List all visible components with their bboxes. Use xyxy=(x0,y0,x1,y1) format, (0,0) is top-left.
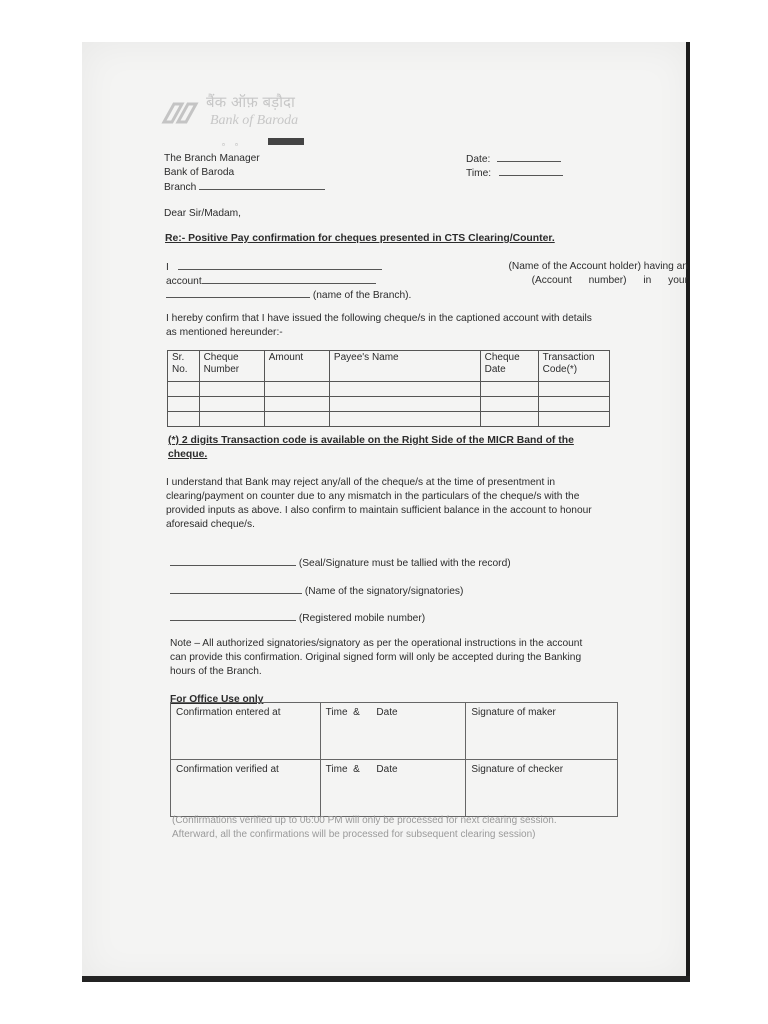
note-paragraph xyxy=(170,637,692,679)
table-cell[interactable] xyxy=(538,397,609,412)
time-field[interactable] xyxy=(499,166,563,176)
time-label: Time: xyxy=(466,168,492,179)
intro-i: I xyxy=(166,262,169,273)
table-cell[interactable] xyxy=(168,397,200,412)
confirmation-paragraph xyxy=(166,312,688,340)
form-page xyxy=(82,42,686,976)
salutation: Dear Sir/Madam, xyxy=(164,208,241,219)
signatory-name-line xyxy=(170,584,463,598)
understand-line2: clearing/payment on counter due to any mismatch in the particulars of the cheque/s with the xyxy=(166,491,580,502)
table-cell[interactable] xyxy=(480,412,538,427)
intro-account: account xyxy=(166,276,202,287)
bank-name-hindi: बैंक ऑफ़ बड़ौदा xyxy=(206,93,295,111)
intro-line2 xyxy=(166,274,688,288)
intro-line1 xyxy=(166,260,688,274)
micr-note-line2: cheque. xyxy=(168,449,208,460)
signatory-name-label: (Name of the signatory/signatories) xyxy=(304,586,464,597)
branch-field[interactable] xyxy=(199,180,325,190)
subject-line: Re:- Positive Pay confirmation for cheques presented in CTS Clearing/Counter. xyxy=(165,233,555,244)
seal-signature-field[interactable] xyxy=(170,556,296,566)
account-number-field[interactable] xyxy=(202,274,376,284)
date-field[interactable] xyxy=(497,152,561,162)
table-cell[interactable] xyxy=(329,397,480,412)
understanding-paragraph xyxy=(166,476,688,532)
table-cell[interactable] xyxy=(264,382,329,397)
note-line3: hours of the Branch. xyxy=(170,666,262,677)
table-cell[interactable] xyxy=(538,382,609,397)
seal-signature-label: (Seal/Signature must be tallied with the record) xyxy=(298,558,511,569)
confirmation-verified-label: Confirmation verified at xyxy=(171,760,321,817)
table-cell[interactable] xyxy=(264,397,329,412)
date-label: Date: xyxy=(466,154,491,165)
table-cell[interactable] xyxy=(199,397,264,412)
intro-branch-name-label: (name of the Branch). xyxy=(312,290,412,301)
intro-line3 xyxy=(166,288,688,302)
table-cell[interactable] xyxy=(329,412,480,427)
logo-tagline-box xyxy=(268,138,304,145)
date-time-block xyxy=(466,152,563,180)
table-cell[interactable] xyxy=(199,382,264,397)
understand-line3: provided inputs as above. I also confirm to maintain sufficient balance in the account to honour xyxy=(166,505,592,516)
processing-footnote xyxy=(172,814,696,842)
understand-line4: aforesaid cheque/s. xyxy=(166,519,255,530)
micr-note xyxy=(168,434,690,462)
intro-name-label: (Name of the Account holder) having an xyxy=(508,261,688,272)
office-use-table xyxy=(170,702,618,817)
header-sr-no: Sr. No. xyxy=(168,351,200,382)
signature-of-maker-cell[interactable]: Signature of maker xyxy=(466,703,618,760)
addressee-line2: Bank of Baroda xyxy=(164,167,235,178)
table-row xyxy=(171,703,618,760)
understand-line1: I understand that Bank may reject any/all of the cheque/s at the time of presentment in xyxy=(166,477,556,488)
date-line xyxy=(466,152,563,166)
intro-account-number-label: (Account number) in your xyxy=(531,275,688,286)
table-row xyxy=(168,412,610,427)
header-payee-name: Payee's Name xyxy=(329,351,480,382)
table-cell[interactable] xyxy=(480,397,538,412)
logo-tagline-marks: ▫ ▫ xyxy=(222,140,242,149)
branch-line xyxy=(164,180,325,194)
micr-note-line1: (*) 2 digits Transaction code is available on the Right Side of the MICR Band of the xyxy=(168,435,574,446)
cheque-details-table xyxy=(167,350,610,427)
table-cell[interactable] xyxy=(168,412,200,427)
header-cheque-date: Cheque Date xyxy=(480,351,538,382)
table-cell[interactable] xyxy=(480,382,538,397)
addressee-block xyxy=(164,152,325,194)
table-row xyxy=(168,382,610,397)
bank-logo-icon xyxy=(160,100,200,126)
note-line1: Note – All authorized signatories/signatory as per the operational instructions in the account xyxy=(170,638,583,649)
mobile-number-line xyxy=(170,611,425,625)
note-line2: can provide this confirmation. Original signed form will only be accepted during the Banking xyxy=(170,652,582,663)
table-cell[interactable] xyxy=(264,412,329,427)
confirm-line2: as mentioned hereunder:- xyxy=(166,327,283,338)
signatory-name-field[interactable] xyxy=(170,584,302,594)
header-transaction-code: Transaction Code(*) xyxy=(538,351,609,382)
header-amount: Amount xyxy=(264,351,329,382)
bank-name-english: Bank of Baroda xyxy=(210,113,299,128)
footnote-line1: (Confirmations verified up to 06:00 PM will only be processed for next clearing session. xyxy=(172,815,557,826)
table-row xyxy=(168,397,610,412)
table-cell[interactable] xyxy=(329,382,480,397)
entered-time-date-cell[interactable]: Time & Date xyxy=(320,703,466,760)
confirmation-entered-label: Confirmation entered at xyxy=(171,703,321,760)
branch-label: Branch xyxy=(164,182,197,193)
signature-of-checker-cell[interactable]: Signature of checker xyxy=(466,760,618,817)
table-cell[interactable] xyxy=(538,412,609,427)
table-cell[interactable] xyxy=(168,382,200,397)
account-holder-name-field[interactable] xyxy=(178,260,382,270)
branch-name-field[interactable] xyxy=(166,288,310,298)
office-use-title: For Office Use only xyxy=(170,694,264,705)
header-cheque-number: Cheque Number xyxy=(199,351,264,382)
verified-time-date-cell[interactable]: Time & Date xyxy=(320,760,466,817)
time-line xyxy=(466,166,563,180)
addressee-line1: The Branch Manager xyxy=(164,153,260,164)
cheque-table-header-row xyxy=(168,351,610,382)
footnote-line2: Afterward, all the confirmations will be processed for subsequent clearing session) xyxy=(172,829,536,840)
confirm-line1: I hereby confirm that I have issued the following cheque/s in the captioned account with details xyxy=(166,313,592,324)
mobile-number-label: (Registered mobile number) xyxy=(298,613,426,624)
scan-edge-bottom xyxy=(82,976,690,982)
table-row xyxy=(171,760,618,817)
seal-signature-line xyxy=(170,556,511,570)
table-cell[interactable] xyxy=(199,412,264,427)
account-holder-paragraph xyxy=(166,260,688,302)
bank-logo xyxy=(160,94,320,154)
mobile-number-field[interactable] xyxy=(170,611,296,621)
